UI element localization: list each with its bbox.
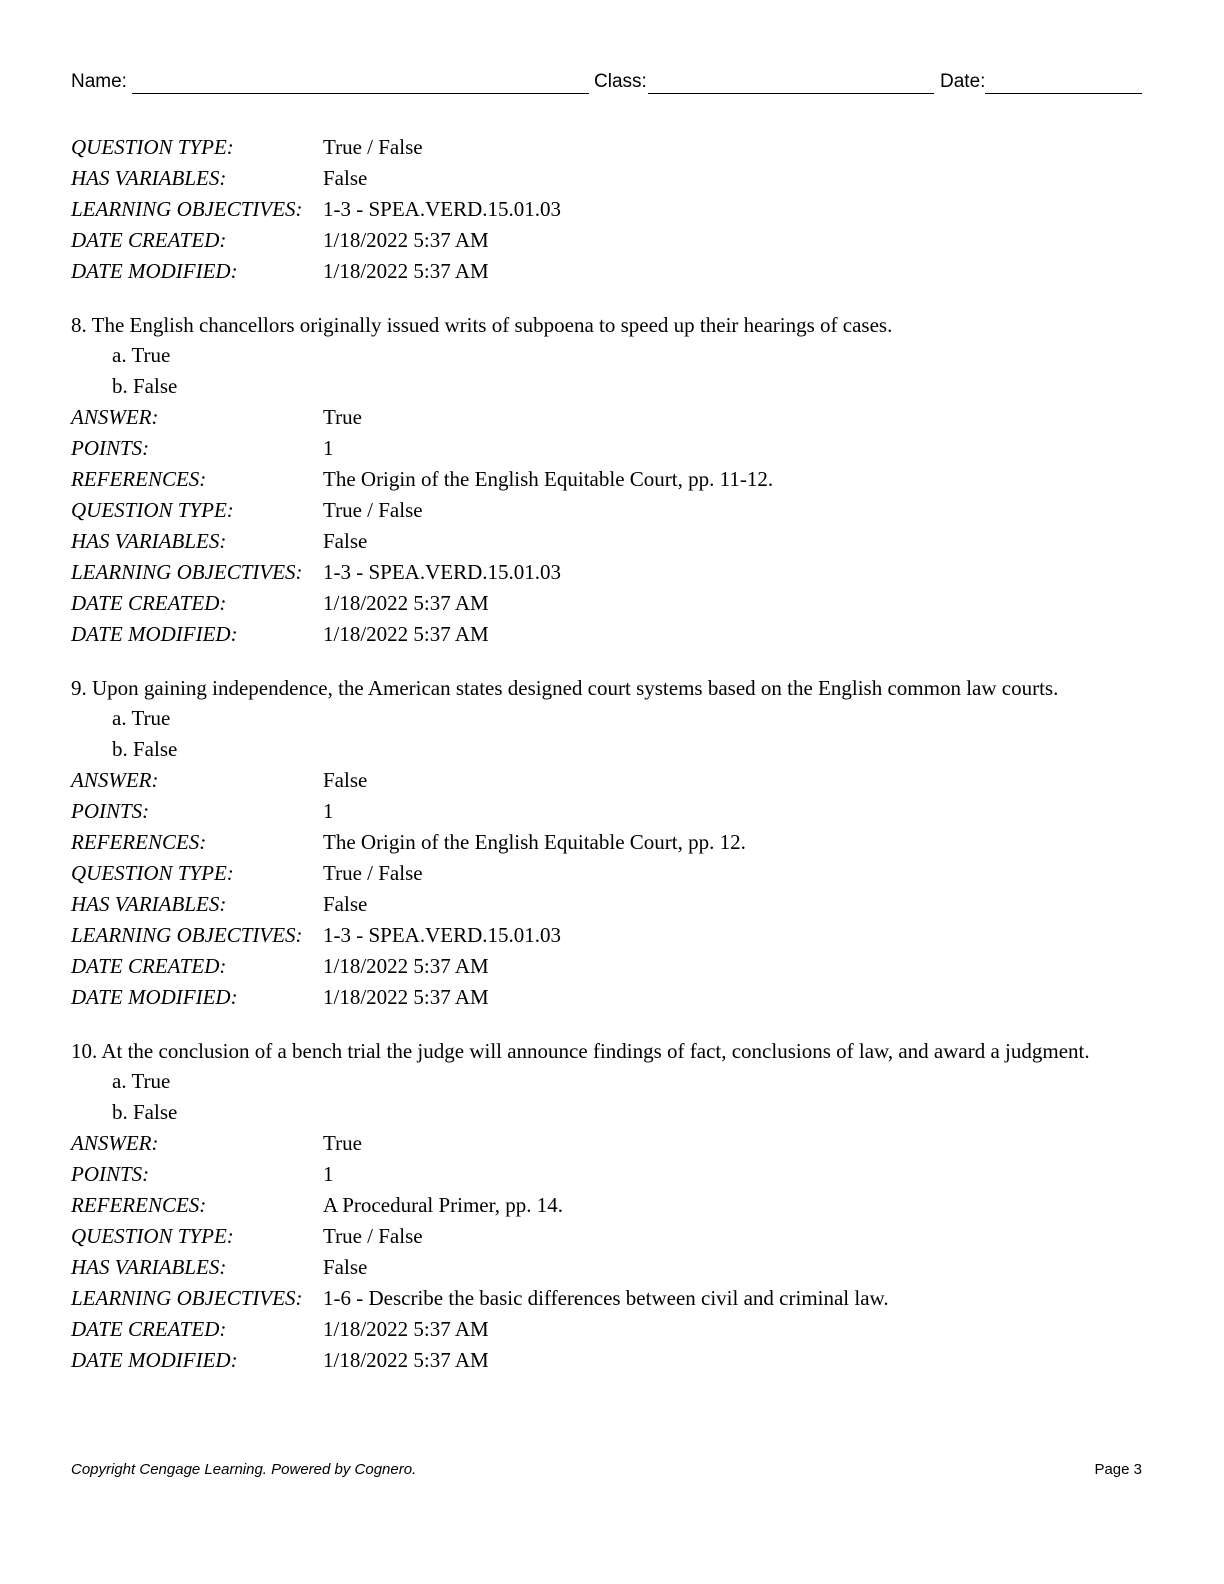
meta-label: HAS VARIABLES: (71, 166, 227, 190)
choice-a: a. True (112, 1069, 171, 1093)
meta-value: 1/18/2022 5:37 AM (323, 591, 489, 615)
meta-label: DATE CREATED: (71, 1317, 227, 1341)
question-text: 9. Upon gaining independence, the American states designed court systems based on the English common law courts. (71, 676, 1059, 700)
meta-value: 1-3 - SPEA.VERD.15.01.03 (323, 197, 562, 221)
meta-label: LEARNING OBJECTIVES: (71, 197, 303, 221)
meta-label: LEARNING OBJECTIVES: (71, 923, 303, 947)
meta-row-learning-objectives (71, 557, 1142, 588)
meta-row-date-created (71, 225, 1142, 256)
choice-b: b. False (112, 737, 178, 761)
meta-row-date-created (71, 1314, 1142, 1345)
class-blank-line (648, 93, 934, 94)
meta-row-date-modified (71, 619, 1142, 650)
meta-label: ANSWER: (71, 1131, 159, 1155)
meta-row-question-type (71, 132, 1142, 163)
date-label: Date: (940, 71, 986, 92)
meta-label: ANSWER: (71, 405, 159, 429)
meta-value: True / False (323, 1224, 423, 1248)
meta-label: LEARNING OBJECTIVES: (71, 560, 303, 584)
meta-value: 1-3 - SPEA.VERD.15.01.03 (323, 923, 562, 947)
choice-a: a. True (112, 343, 171, 367)
meta-label: HAS VARIABLES: (71, 1255, 227, 1279)
meta-value: False (323, 892, 368, 916)
meta-value: 1/18/2022 5:37 AM (323, 622, 489, 646)
question-block (71, 311, 1142, 650)
page-header (71, 70, 1142, 96)
meta-value: A Procedural Primer, pp. 14. (323, 1193, 564, 1217)
meta-label: POINTS: (71, 799, 150, 823)
meta-label: REFERENCES: (71, 1193, 207, 1217)
meta-value: 1/18/2022 5:37 AM (323, 1348, 489, 1372)
meta-label: DATE CREATED: (71, 954, 227, 978)
carryover-metadata (71, 132, 1142, 287)
choice-a: a. True (112, 706, 171, 730)
meta-value: False (323, 768, 368, 792)
meta-row-references (71, 464, 1142, 495)
meta-value: 1/18/2022 5:37 AM (323, 259, 489, 283)
meta-value: 1/18/2022 5:37 AM (323, 954, 489, 978)
meta-value: 1 (323, 1162, 334, 1186)
meta-label: DATE MODIFIED: (71, 622, 238, 646)
meta-row-learning-objectives (71, 1283, 1142, 1314)
meta-label: QUESTION TYPE: (71, 135, 234, 159)
meta-value: True / False (323, 861, 423, 885)
class-label: Class: (594, 71, 647, 92)
meta-row-date-created (71, 588, 1142, 619)
meta-row-answer (71, 765, 1142, 796)
meta-label: REFERENCES: (71, 830, 207, 854)
meta-row-has-variables (71, 526, 1142, 557)
meta-label: DATE CREATED: (71, 228, 227, 252)
meta-label: DATE MODIFIED: (71, 985, 238, 1009)
meta-label: POINTS: (71, 1162, 150, 1186)
meta-row-learning-objectives (71, 194, 1142, 225)
meta-label: LEARNING OBJECTIVES: (71, 1286, 303, 1310)
meta-value: False (323, 1255, 368, 1279)
meta-value: 1/18/2022 5:37 AM (323, 1317, 489, 1341)
meta-value: True / False (323, 498, 423, 522)
page-number: Page 3 (1094, 1461, 1142, 1478)
meta-value: 1/18/2022 5:37 AM (323, 228, 489, 252)
meta-row-date-created (71, 951, 1142, 982)
meta-value: False (323, 166, 368, 190)
meta-row-points (71, 796, 1142, 827)
question-text: 10. At the conclusion of a bench trial the judge will announce findings of fact, conclusions of law, and award a judgment. (71, 1039, 1090, 1063)
choice-b: b. False (112, 1100, 178, 1124)
meta-value: False (323, 529, 368, 553)
meta-label: DATE MODIFIED: (71, 1348, 238, 1372)
meta-row-answer (71, 1128, 1142, 1159)
question-block (71, 674, 1142, 1013)
meta-label: QUESTION TYPE: (71, 498, 234, 522)
meta-label: QUESTION TYPE: (71, 1224, 234, 1248)
name-blank-line (132, 93, 589, 94)
meta-row-date-modified (71, 982, 1142, 1013)
meta-row-has-variables (71, 889, 1142, 920)
copyright-text: Copyright Cengage Learning. Powered by Cognero. (71, 1461, 417, 1478)
meta-row-date-modified (71, 256, 1142, 287)
meta-value: 1-6 - Describe the basic differences between civil and criminal law. (323, 1286, 889, 1310)
question-content (71, 132, 1142, 1376)
meta-row-date-modified (71, 1345, 1142, 1376)
meta-label: HAS VARIABLES: (71, 892, 227, 916)
meta-value: 1/18/2022 5:37 AM (323, 985, 489, 1009)
meta-label: POINTS: (71, 436, 150, 460)
meta-label: ANSWER: (71, 768, 159, 792)
meta-label: HAS VARIABLES: (71, 529, 227, 553)
meta-row-learning-objectives (71, 920, 1142, 951)
meta-value: The Origin of the English Equitable Court, pp. 12. (323, 830, 746, 854)
meta-row-question-type (71, 858, 1142, 889)
meta-row-question-type (71, 1221, 1142, 1252)
meta-label: DATE CREATED: (71, 591, 227, 615)
meta-row-question-type (71, 495, 1142, 526)
meta-value: True (323, 1131, 362, 1155)
meta-value: 1 (323, 436, 334, 460)
meta-label: QUESTION TYPE: (71, 861, 234, 885)
meta-row-points (71, 433, 1142, 464)
meta-value: 1 (323, 799, 334, 823)
meta-label: DATE MODIFIED: (71, 259, 238, 283)
meta-value: 1-3 - SPEA.VERD.15.01.03 (323, 560, 562, 584)
choice-b: b. False (112, 374, 178, 398)
meta-row-references (71, 827, 1142, 858)
meta-row-points (71, 1159, 1142, 1190)
meta-label: REFERENCES: (71, 467, 207, 491)
question-block (71, 1037, 1142, 1376)
meta-value: True (323, 405, 362, 429)
meta-row-has-variables (71, 163, 1142, 194)
meta-row-has-variables (71, 1252, 1142, 1283)
date-blank-line (985, 93, 1142, 94)
meta-value: True / False (323, 135, 423, 159)
question-text: 8. The English chancellors originally issued writs of subpoena to speed up their hearings of cases. (71, 313, 893, 337)
meta-row-answer (71, 402, 1142, 433)
meta-value: The Origin of the English Equitable Court, pp. 11-12. (323, 467, 774, 491)
meta-row-references (71, 1190, 1142, 1221)
name-label: Name: (71, 71, 127, 92)
